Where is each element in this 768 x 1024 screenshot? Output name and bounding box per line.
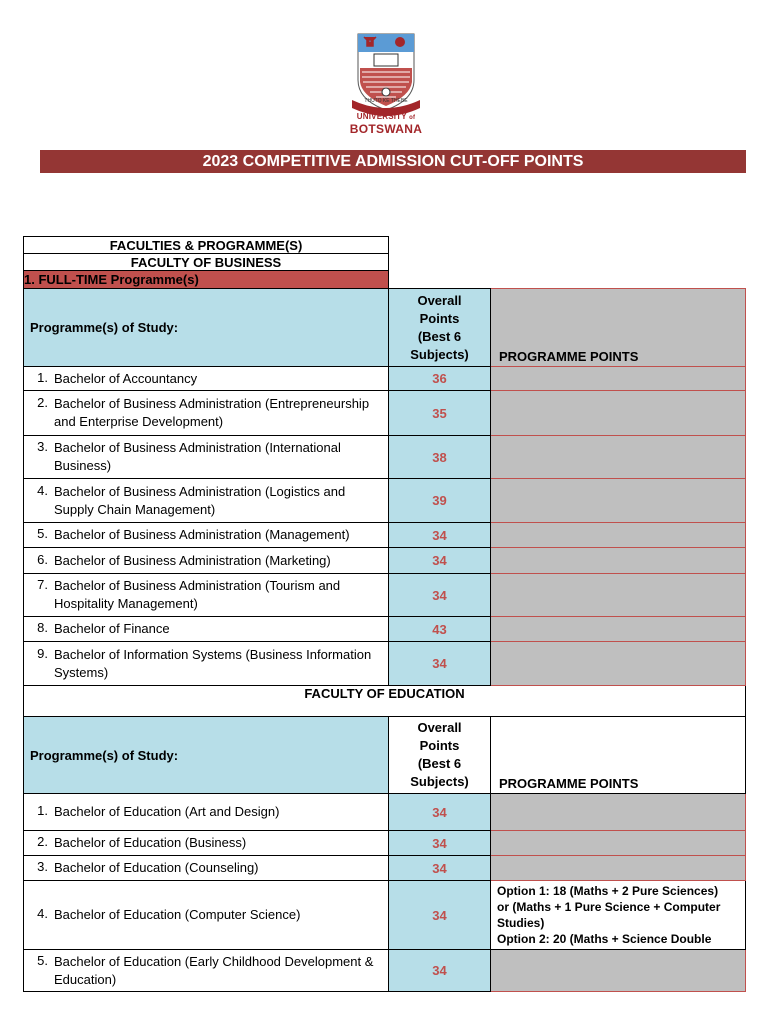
faculties-header: FACULTIES & PROGRAMME(S): [24, 237, 389, 254]
table-row: 4. Bachelor of Business Administration (Logistics and Supply Chain Management) 39: [24, 479, 746, 523]
table-row: 1. Bachelor of Accountancy 36: [24, 367, 746, 391]
programme-column-header: Programme(s) of Study:: [24, 717, 389, 794]
table-row: 4. Bachelor of Education (Computer Science) 34 Option 1: 18 (Maths + 2 Pure Sciences) or (Maths + 1 Pure Science + Computer Studies) Option 2: 20 (Maths + Science Double: [24, 881, 746, 950]
table-row: 3. Bachelor of Business Administration (International Business) 38: [24, 436, 746, 479]
business-table: [23, 236, 746, 992]
programme-points-header: PROGRAMME POINTS: [491, 289, 746, 367]
table-row: 9. Bachelor of Information Systems (Business Information Systems) 34: [24, 642, 746, 686]
table-row: 3. Bachelor of Education (Counseling) 34: [24, 856, 746, 881]
table-row: 2. Bachelor of Education (Business) 34: [24, 831, 746, 856]
faculty-business-header: FACULTY OF BUSINESS: [24, 254, 389, 271]
table-row: 8. Bachelor of Finance 43: [24, 617, 746, 642]
page-title: 2023 COMPETITIVE ADMISSION CUT-OFF POINTS: [40, 150, 746, 173]
table-row: 6. Bachelor of Business Administration (Marketing) 34: [24, 548, 746, 574]
overall-points-header: Overall Points (Best 6 Subjects): [389, 717, 491, 794]
logo-university: UNIVERSITY of: [356, 112, 416, 121]
faculty-education-header: FACULTY OF EDUCATION: [24, 686, 746, 717]
logo-botswana: BOTSWANA: [349, 122, 423, 136]
table-row: 1. Bachelor of Education (Art and Design) 34: [24, 794, 746, 831]
table-row: 2. Bachelor of Business Administration (Entrepreneurship and Enterprise Development) 35: [24, 391, 746, 436]
table-row: 7. Bachelor of Business Administration (Tourism and Hospitality Management) 34: [24, 574, 746, 617]
logo-motto: THUTO KE THEBE: [364, 98, 408, 104]
fulltime-header: 1. FULL-TIME Programme(s): [24, 271, 389, 289]
computer-science-options: Option 1: 18 (Maths + 2 Pure Sciences) or (Maths + 1 Pure Science + Computer Studies) Option 2: 20 (Maths + Science Double: [491, 881, 746, 950]
programme-column-header: Programme(s) of Study:: [24, 289, 389, 367]
overall-points-header: Overall Points (Best 6 Subjects): [389, 289, 491, 367]
table-row: 5. Bachelor of Education (Early Childhood Development & Education) 34: [24, 950, 746, 992]
table-row: 5. Bachelor of Business Administration (Management) 34: [24, 523, 746, 548]
programme-points-header: PROGRAMME POINTS: [491, 717, 746, 794]
